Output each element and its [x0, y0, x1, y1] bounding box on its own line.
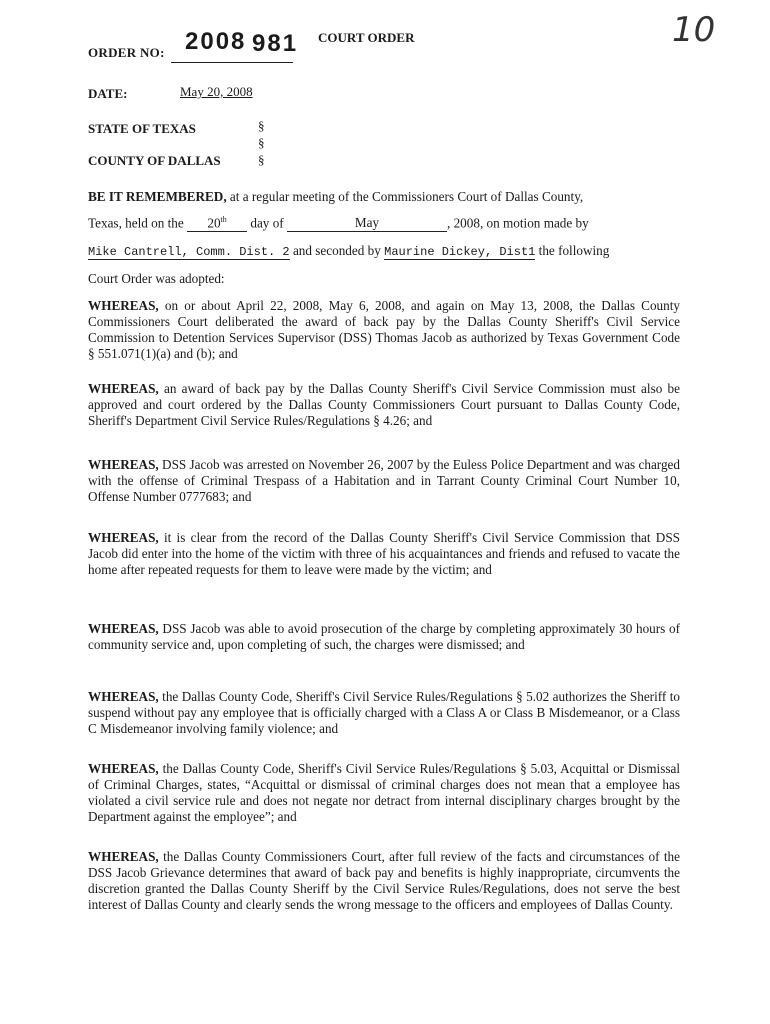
whereas-text: an award of back pay by the Dallas County Sheriff's Civil Service Commission must also be approved and court ordered by the Dallas County Commissioners Court pursuant to Dallas County Code, Sheriff's Department Civil Service Rules/Regulations § 4.26; and — [88, 381, 680, 428]
day-field — [187, 215, 247, 232]
preamble-text: , 2008, on motion made by — [446, 215, 589, 231]
whereas-text: the Dallas County Commissioners Court, after full review of the facts and circumstances of the DSS Jacob Grievance determines that award of back pay and benefits is highly inappropriate, circumvents the discretion granted the Dallas County Sheriff by the Civil Service Rules/Regulations, does not serve the best interest of Dallas County and clearly sends the wrong message to the officers and employees of Dallas County. — [88, 849, 680, 912]
section-symbol: § — [258, 135, 265, 150]
whereas-lead: WHEREAS, — [88, 381, 159, 396]
whereas-paragraph — [88, 761, 680, 825]
whereas-text: DSS Jacob was able to avoid prosecution of the charge by completing approximately 30 hours of community service and, upon completing of such, the charges were dismissed; and — [88, 621, 680, 652]
whereas-paragraph — [88, 381, 680, 429]
day-value: 20 — [207, 215, 221, 231]
preamble-text: at a regular meeting of the Commissioners Court of Dallas County, — [226, 189, 584, 204]
whereas-lead: WHEREAS, — [88, 457, 159, 472]
whereas-text: DSS Jacob was arrested on November 26, 2007 by the Euless Police Department and was charged with the offense of Criminal Trespass of a Habitation and in Tarrant County Criminal Court Number 10, Offense Number 0777683; and — [88, 457, 680, 504]
whereas-text: the Dallas County Code, Sheriff's Civil Service Rules/Regulations § 5.02 authorizes the Sheriff to suspend without pay any employee that is officially charged with a Class A or Class B Misdemeanor, or a Class C Misdemeanor involving family violence; and — [88, 689, 680, 736]
section-symbol: § — [258, 118, 265, 133]
seconder-field: Maurine Dickey, Dist1 — [384, 245, 536, 259]
whereas-text: the Dallas County Code, Sheriff's Civil Service Rules/Regulations § 5.03, Acquittal or Dismissal of Criminal Charges, states, “Acquittal or dismissal of criminal charges does not mean that a employee has violated a civil service rule and does not negate nor detract from internal disciplinary charges brought by the Department against the employee”; and — [88, 761, 680, 824]
county-label: COUNTY OF DALLAS — [88, 153, 221, 168]
preamble-line-1 — [88, 189, 680, 205]
whereas-paragraph — [88, 457, 680, 505]
preamble-text: and seconded by — [289, 243, 385, 258]
whereas-text: on or about April 22, 2008, May 6, 2008, and again on May 13, 2008, the Dallas County Commissioners Court deliberated the award of back pay by the Dallas County Sheriff's Civil Service Commission to Detention Services Supervisor (DSS) Thomas Jacob as authorized by Texas Government Code § 551.071(1)(a) and (b); and — [88, 298, 680, 361]
day-suffix: th — [220, 215, 227, 224]
date-value: May 20, 2008 — [180, 84, 253, 99]
preamble-lead: BE IT REMEMBERED, — [88, 189, 227, 204]
date-label: DATE: — [88, 86, 128, 101]
whereas-paragraph — [88, 530, 680, 578]
state-label: STATE OF TEXAS — [88, 121, 196, 136]
whereas-lead: WHEREAS, — [88, 849, 159, 864]
preamble-text: day of — [247, 215, 287, 231]
preamble-text: Texas, held on the — [88, 215, 188, 231]
handwritten-page-mark: 10 — [672, 10, 716, 50]
preamble-text: the following — [535, 243, 610, 258]
order-no-label: ORDER NO: — [88, 45, 165, 60]
whereas-lead: WHEREAS, — [88, 530, 159, 545]
preamble-line-3 — [88, 243, 680, 260]
section-symbol: § — [258, 152, 265, 167]
order-number: 981 — [252, 30, 299, 57]
whereas-lead: WHEREAS, — [88, 761, 159, 776]
preamble-line-4: Court Order was adopted: — [88, 271, 225, 286]
whereas-paragraph — [88, 621, 680, 653]
preamble-line-2 — [88, 215, 680, 232]
whereas-lead: WHEREAS, — [88, 298, 159, 313]
whereas-lead: WHEREAS, — [88, 621, 159, 636]
whereas-paragraph — [88, 849, 680, 913]
mover-field: Mike Cantrell, Comm. Dist. 2 — [88, 245, 290, 259]
whereas-text: it is clear from the record of the Dallas County Sheriff's Civil Service Commission that DSS Jacob did enter into the home of the victim with three of his acquaintances and friends and refused to vacate the home after repeated requests for them to leave were made by the victim; and — [88, 530, 680, 577]
month-field: May — [287, 215, 447, 232]
order-no-underline — [171, 62, 293, 63]
whereas-paragraph — [88, 298, 680, 362]
order-year: 2008 — [185, 28, 247, 55]
whereas-lead: WHEREAS, — [88, 689, 159, 704]
whereas-paragraph — [88, 689, 680, 737]
court-order-label: COURT ORDER — [318, 30, 415, 45]
